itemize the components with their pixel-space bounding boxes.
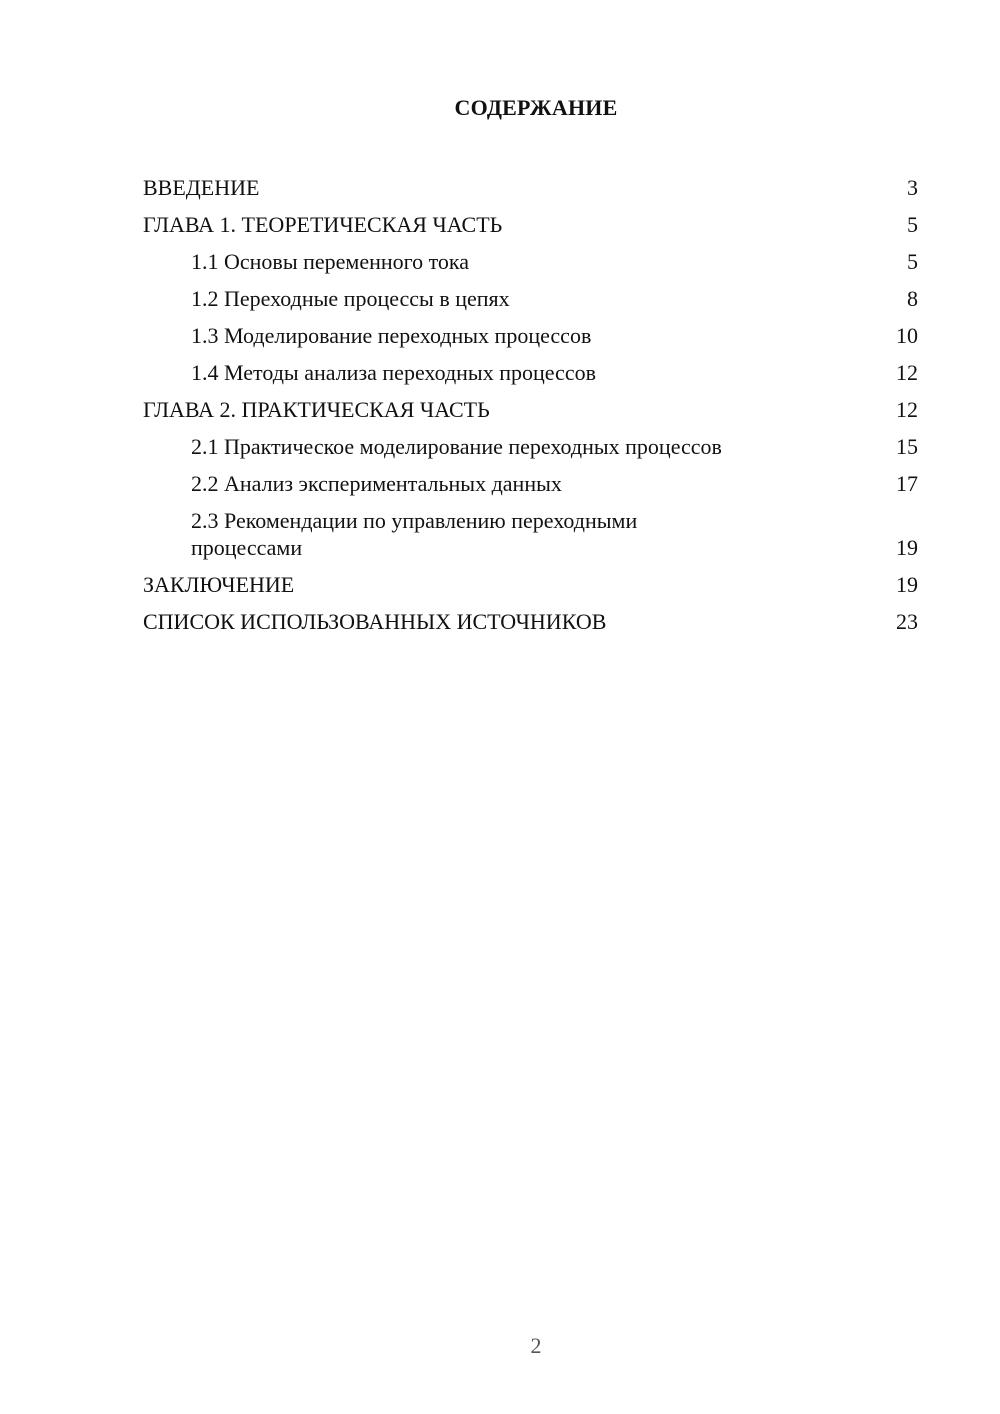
table-of-contents: [143, 169, 918, 640]
toc-entry-section-2-2: [143, 465, 918, 502]
toc-entry-page: 12: [896, 397, 918, 422]
toc-entry-label: ЗАКЛЮЧЕНИЕ: [143, 572, 295, 597]
toc-entry-chapter-2: [143, 391, 918, 428]
toc-entry-section-1-2: [143, 280, 918, 317]
toc-entry-page: 5: [907, 212, 918, 237]
toc-entry-label: 1.1 Основы переменного тока: [191, 249, 470, 274]
toc-entry-page: 19: [896, 572, 918, 597]
toc-entry-page: 19: [896, 535, 918, 560]
toc-entry-label: ВВЕДЕНИЕ: [143, 175, 260, 200]
toc-entry-chapter-1: [143, 206, 918, 243]
page-title: СОДЕРЖАНИЕ: [454, 95, 618, 120]
toc-entry-label: 2.1 Практическое моделирование переходных процессов: [191, 434, 722, 459]
page-number: 2: [530, 1333, 542, 1358]
toc-entry-conclusion: [143, 566, 918, 603]
toc-entry-section-2-1: [143, 428, 918, 465]
toc-entry-page: 3: [907, 175, 918, 200]
toc-entry-page: 15: [896, 434, 918, 459]
toc-entry-page: 12: [896, 360, 918, 385]
toc-entry-label: ГЛАВА 2. ПРАКТИЧЕСКАЯ ЧАСТЬ: [143, 397, 490, 422]
toc-entry-page: 5: [907, 249, 918, 274]
toc-entry-section-1-4: [143, 354, 918, 391]
toc-entry-page: 10: [896, 323, 918, 348]
toc-entry-label: 2.2 Анализ экспериментальных данных: [191, 471, 562, 496]
toc-entry-page: 23: [896, 609, 918, 634]
toc-entry-section-1-3: [143, 317, 918, 354]
toc-entry-label: 1.2 Переходные процессы в цепях: [191, 286, 510, 311]
toc-entry-label: ГЛАВА 1. ТЕОРЕТИЧЕСКАЯ ЧАСТЬ: [143, 212, 503, 237]
toc-entry-page: 17: [896, 471, 918, 496]
toc-entry-label: 1.4 Методы анализа переходных процессов: [191, 360, 596, 385]
toc-entry-label: СПИСОК ИСПОЛЬЗОВАННЫХ ИСТОЧНИКОВ: [143, 609, 607, 634]
toc-entry-references: [143, 603, 918, 640]
toc-entry-label: 2.3 Рекомендации по управлению переходными процессами: [191, 508, 638, 560]
toc-entry-introduction: [143, 169, 918, 206]
toc-entry-page: 8: [907, 286, 918, 311]
toc-entry-section-1-1: [143, 243, 918, 280]
toc-entry-label: 1.3 Моделирование переходных процессов: [191, 323, 592, 348]
toc-entry-section-2-3: [143, 502, 918, 566]
